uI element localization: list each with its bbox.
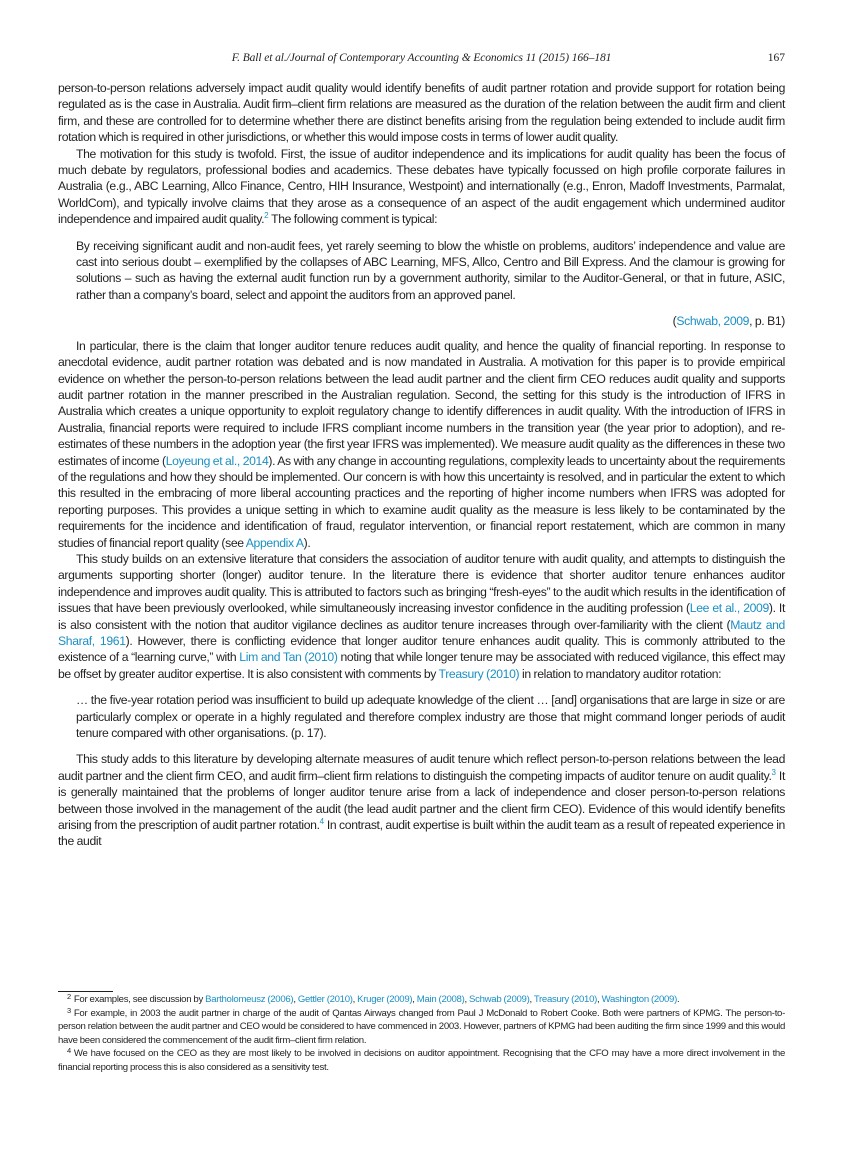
separator: , <box>464 994 470 1005</box>
ref-link-treasury-2010[interactable]: Treasury (2010) <box>438 666 520 681</box>
footnote-ref-4[interactable]: 4 <box>319 817 325 827</box>
paragraph-tenure-claim: In particular, there is the claim that longer auditor tenure reduces audit quality, and hence the quality of financial reporting. In response to anecdotal evidence, audit partner rotation was debated and is now mandated in Australia. A motivation for this paper is to provide empirical evidence on whether the person-to-person relations between the lead audit partner and the client firm CEO reduces audit quality and supports audit partner rotation in the manner prescribed in the Australian regulation. Second, the setting for this study is the introduction of IFRS in Australia which creates a unique opportunity to exploit regulatory change to identify differences in audit quality. With the introduction of IFRS in Australia, financial reports were required to include IFRS compliant income numbers in the transition year (the year prior to adoption), and re-estimates of these numbers in the adoption year (the first year IFRS was implemented). We measure audit quality as the differences in these two estimates of income (Loyeung et al., 2014). As with any change in accounting regulations, complexity leads to uncertainty about the requirements of the regulations and how they should be implemented. Our concern is with how this uncertainty is resolved, and in particular the extent to which this resulted in the embracing of more liberal accounting practices and the reporting of higher income numbers when IFRS was adopted for reporting purposes. This provides a unique setting in which to examine audit quality as the measure is less likely to be contaminated by the requirements for the incidence and identification of fraud, regulator intervention, or financial report restatement, which are common in many studies of financial report quality (see Appendix A). <box>58 338 785 550</box>
footnote-ref-link[interactable]: Kruger (2009) <box>357 994 413 1005</box>
footnote-ref-link[interactable]: Main (2008) <box>416 994 465 1005</box>
separator: , <box>352 994 358 1005</box>
separator: , <box>529 994 534 1005</box>
ref-link-lee-2009[interactable]: Lee et al., 2009 <box>689 601 769 616</box>
separator: , <box>597 994 602 1005</box>
ref-link-loyeung-2014[interactable]: Loyeung et al., 2014 <box>165 453 269 468</box>
footnote-2-links <box>205 994 677 1005</box>
body-text <box>58 80 785 850</box>
journal-citation: F. Ball et al./Journal of Contemporary Accounting & Economics 11 (2015) 166–181 <box>231 52 612 64</box>
ref-link-lim-tan-2010[interactable]: Lim and Tan (2010) <box>239 650 338 665</box>
footnote-4: $^4$ We have focused on the CEO as they are most likely to be involved in decisions on auditor appointment. Recognising that the CFO may have a more direct involvement in the financial reporting process this is also considered as a sensitivity test. <box>58 1046 785 1073</box>
footnote-ref-link[interactable]: Schwab (2009) <box>469 994 530 1005</box>
separator: , <box>412 994 417 1005</box>
footnote-ref-link[interactable]: Treasury (2010) <box>533 994 598 1005</box>
paragraph-literature: This study builds on an extensive literature that considers the association of auditor tenure with audit quality, and attempts to distinguish the arguments supporting shorter (longer) auditor tenure. In the literature there is evidence that shorter auditor tenure enhances auditor independence and improves audit quality. This is attributed to factors such as bringing “fresh-eyes” to the audit which results in the identification of issues that have been previously overlooked, while simultaneously increasing investor confidence in the auditing profession (Lee et al., 2009). It is also consistent with the notion that auditor vigilance declines as auditor tenure increases through over-familiarity with the client (Mautz and Sharaf, 1961). However, there is conflicting evidence that longer auditor tenure enhances audit quality. This is commonly attributed to the existence of a “learning curve,” with Lim and Tan (2010) noting that while longer tenure may be associated with reduced vigilance, this effect may be offset by greater auditor expertise. It is also consistent with comments by Treasury (2010) in relation to mandatory auditor rotation: <box>58 551 785 681</box>
separator: , <box>293 994 298 1005</box>
running-head <box>58 52 785 68</box>
paragraph-continued: person-to-person relations adversely impact audit quality would identify benefits of audit partner rotation and provide support for rotation being regulated as is the case in Australia. Audit firm–client firm relations are measured as the duration of the relation between the audit firm and client firm, and these are controlled for to determine whether there are distinct benefits arising from the regulation being extended to include audit firm rotation which is required in other jurisdictions, or whether this would impose costs in terms of lower audit quality. <box>58 81 785 145</box>
ref-link-mautz-sharaf-1961[interactable]: Mautz and Sharaf, 1961 <box>58 617 785 648</box>
paragraph-contribution: This study adds to this literature by developing alternate measures of audit tenure which reflect person-to-person relations between the lead audit partner and the client firm CEO, and audit firm–client firm relations to distinguish the competing impacts of auditor tenure on audit quality.$^3$ It is generally maintained that the problems of longer auditor tenure arise from a lack of independence and closer person-to-person relations between those involved in the management of the audit (the lead audit partner and the client firm CEO). Evidence of this would identify benefits arising from the prescription of audit partner rotation.$^4$ In contrast, audit expertise is built within the audit team as a result of repeated experience in the audit <box>58 752 786 849</box>
paragraph-motivation: The motivation for this study is twofold. First, the issue of auditor independence and its implications for audit quality has been the focus of much debate by regulators, professional bodies and academics. These debates have typically focussed on high profile corporate failures in Australia (e.g., ABC Learning, Allco Finance, Centro, HIH Insurance, Westpoint) and internationally (e.g., Enron, Madoff Investments, Parmalat, WorldCom), and typically involve claims that they arose as a consequence of an aspect of the audit engagement which undermined auditor independence and impaired audit quality.$^2$ The following comment is typical: <box>58 146 785 227</box>
footnote-ref-3[interactable]: 3 <box>771 767 776 777</box>
block-quote-schwab: By receiving significant audit and non-audit fees, yet rarely seeming to blow the whistle on problems, auditors’ independence and value are cast into serious doubt – exemplified by the collapses of ABC Learning, MFS, Allco, Centro and Bill Express. And the clamour is growing for solutions – such as having the external audit function run by a government authority, similar to the Auditor-General, or that in future, ASIC, rather than a company’s board, select and appoint the auditors from an approved panel. <box>76 238 785 302</box>
footnote-3: $^3$ For example, in 2003 the audit partner in charge of the audit of Qantas Airways changed from Paul J McDonald to Robert Cooke. Both were partners of KPMG. The person-to-person relation between the audit partner and CEO would be considered to have commenced in 2003. However, partners of KPMG had been auditing the firm since 1999 and this would have been considered the commencement of the audit firm–client firm relation. <box>58 1005 785 1046</box>
block-quote-treasury: … the five-year rotation period was insufficient to build up adequate knowledge of the client … [and] organisations that are large in size or are particularly complex or operate in a highly regulated and therefore complex industry are those that might command longer periods of audit tenure compared with other organisations. (p. 17). <box>76 693 785 741</box>
quote-citation: (Schwab, 2009, p. B1) <box>672 314 785 329</box>
footnote-ref-link[interactable]: Bartholomeusz (2006) <box>205 994 294 1005</box>
footnote-ref-link[interactable]: Washington (2009) <box>601 994 677 1005</box>
ref-link-appendix-a[interactable]: Appendix A <box>245 535 304 550</box>
footnotes <box>58 993 785 1075</box>
footnote-ref-link[interactable]: Gettler (2010) <box>297 994 353 1005</box>
footnote-2: $^2$ For examples, see discussion by Bartholomeusz (2006), Gettler (2010), Kruger (2009), Main (2008), Schwab (2009), Treasury (2010), Washington (2009). <box>67 992 680 1005</box>
ref-link-schwab-2009[interactable]: Schwab, 2009 <box>676 314 750 329</box>
footnote-ref-2[interactable]: 2 <box>264 211 269 221</box>
page-number: 167 <box>767 52 785 64</box>
